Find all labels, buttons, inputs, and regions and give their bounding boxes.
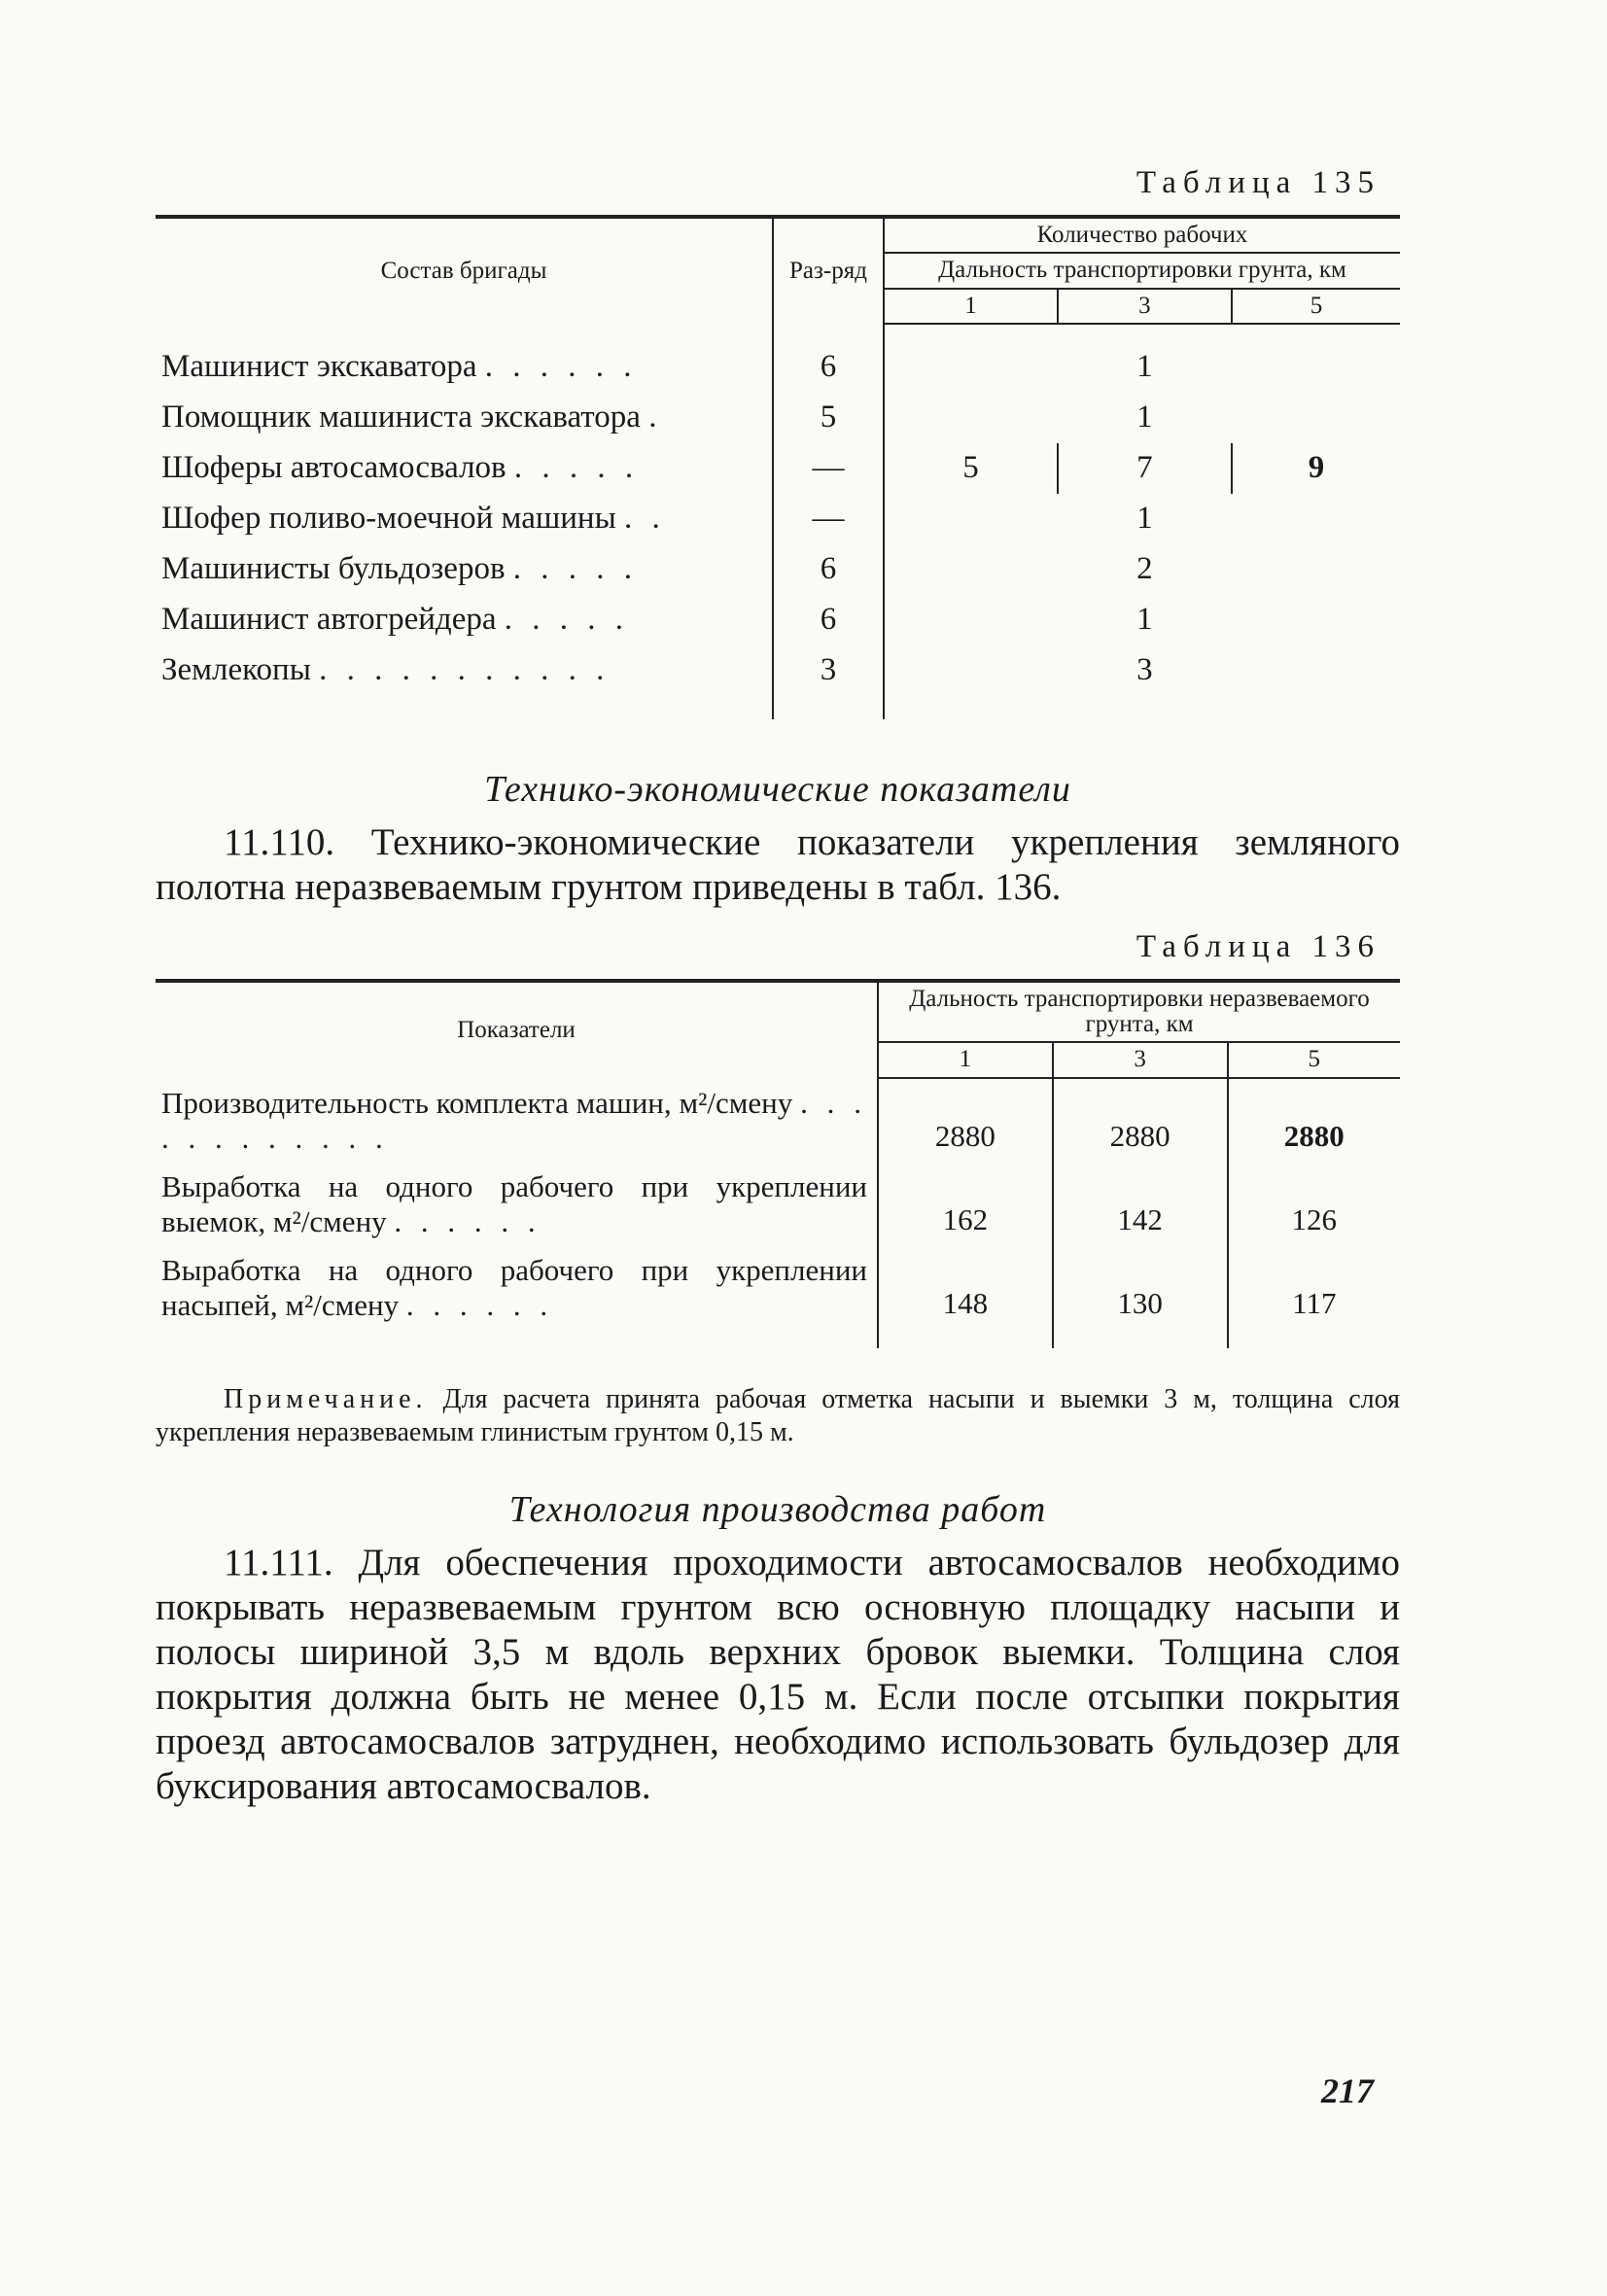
row-grade: 5 [773,393,884,443]
note-label: Примечание. [224,1383,428,1414]
paragraph-11-111: 11.111. Для обеспечения проходимости автосамосвалов необходимо покрывать неразвеваемым грунтом всю основную площадку насыпи и полосы шириной 3,5 м вдоль верхних бровок выемки. Толщина слоя покрытия должна быть не менее 0,15 м. Если после отсыпки покрытия проезд автосамосвалов затруднен, необходимо использовать бульдозер для буксирования автосамосвалов. [156,1541,1400,1807]
col-grade-header: Раз-ряд [773,217,884,324]
table-row: Выработка на одного рабочего при укреплении насыпей, м²/смену . . . . . . 148 130 117 [156,1245,1400,1329]
table-row: Землекопы . . . . . . . . . . . 3 3 [156,645,1400,696]
table-136 [156,979,1400,1348]
note-text: Для расчета принята рабочая отметка насыпи и выемки 3 м, толщина слоя укрепления неразвеваемым глинистым грунтом 0,15 м. [156,1383,1401,1447]
table-row: Машинист автогрейдера . . . . . 6 1 [156,595,1400,645]
row-grade: — [773,443,884,494]
col-distance-header: Дальность транспортировки грунта, км [884,253,1400,288]
table-136-caption: Таблица 136 [1135,928,1380,964]
table-row: Машинист экскаватора . . . . . . 6 1 [156,342,1400,393]
col-distance-header: Дальность транспортировки неразвеваемого грунта, км [878,981,1400,1043]
row-grade: 6 [773,342,884,393]
row-name: Помощник машиниста экскаватора [161,400,641,435]
row-name: Землекопы [161,652,311,688]
row-name: Шоферы автосамосвалов [161,450,507,486]
col-indicators-header: Показатели [457,1016,576,1043]
col-d1-header: 1 [878,1042,1053,1077]
row-name: Выработка на одного рабочего при укреплении выемок, м²/смену [161,1168,867,1238]
row-grade: — [773,494,884,544]
row-name: Производительность комплекта машин, м²/смену [161,1085,793,1120]
col-d5-header: 5 [1228,1042,1400,1077]
table-135 [156,215,1400,719]
table-row: Помощник машиниста экскаватора . 5 1 [156,393,1400,443]
col-workers-header: Количество рабочих [884,217,1400,253]
table-row: Производительность комплекта машин, м²/смену . . . . . . . . . . . . 2880 2880 2880 [156,1078,1400,1162]
page-number: 217 [1321,2071,1374,2110]
row-grade: 6 [773,544,884,595]
col-d3-header: 3 [1058,289,1232,324]
row-name: Шофер поливо-моечной машины [161,501,616,537]
section-heading-indicators: Технико-экономические показатели [484,768,1071,810]
row-name: Машинист экскаватора [161,349,477,385]
col-composition-header: Состав бригады [380,257,547,284]
table-row: Выработка на одного рабочего при укреплении выемок, м²/смену . . . . . . 162 142 126 [156,1162,1400,1245]
row-name: Машинисты бульдозеров [161,551,506,587]
col-d3-header: 3 [1053,1042,1228,1077]
col-d5-header: 5 [1232,289,1400,324]
table-row: Шоферы автосамосвалов . . . . . — 5 7 9 [156,443,1400,494]
paragraph-11-110: 11.110. Технико-экономические показатели укрепления земляного полотна неразвеваемым грунтом приведены в табл. 136. [156,820,1400,908]
table-row: Машинисты бульдозеров . . . . . 6 2 [156,544,1400,595]
col-d1-header: 1 [884,289,1058,324]
page [156,165,1400,1809]
table-note [156,1383,1400,1449]
row-name: Машинист автогрейдера [161,602,497,638]
row-name: Выработка на одного рабочего при укреплении насыпей, м²/смену [161,1252,867,1322]
row-grade: 6 [773,595,884,645]
row-grade: 3 [773,645,884,696]
section-heading-technology: Технология производства работ [508,1488,1047,1530]
table-135-caption: Таблица 135 [1135,165,1380,200]
table-row: Шофер поливо-моечной машины . . — 1 [156,494,1400,544]
